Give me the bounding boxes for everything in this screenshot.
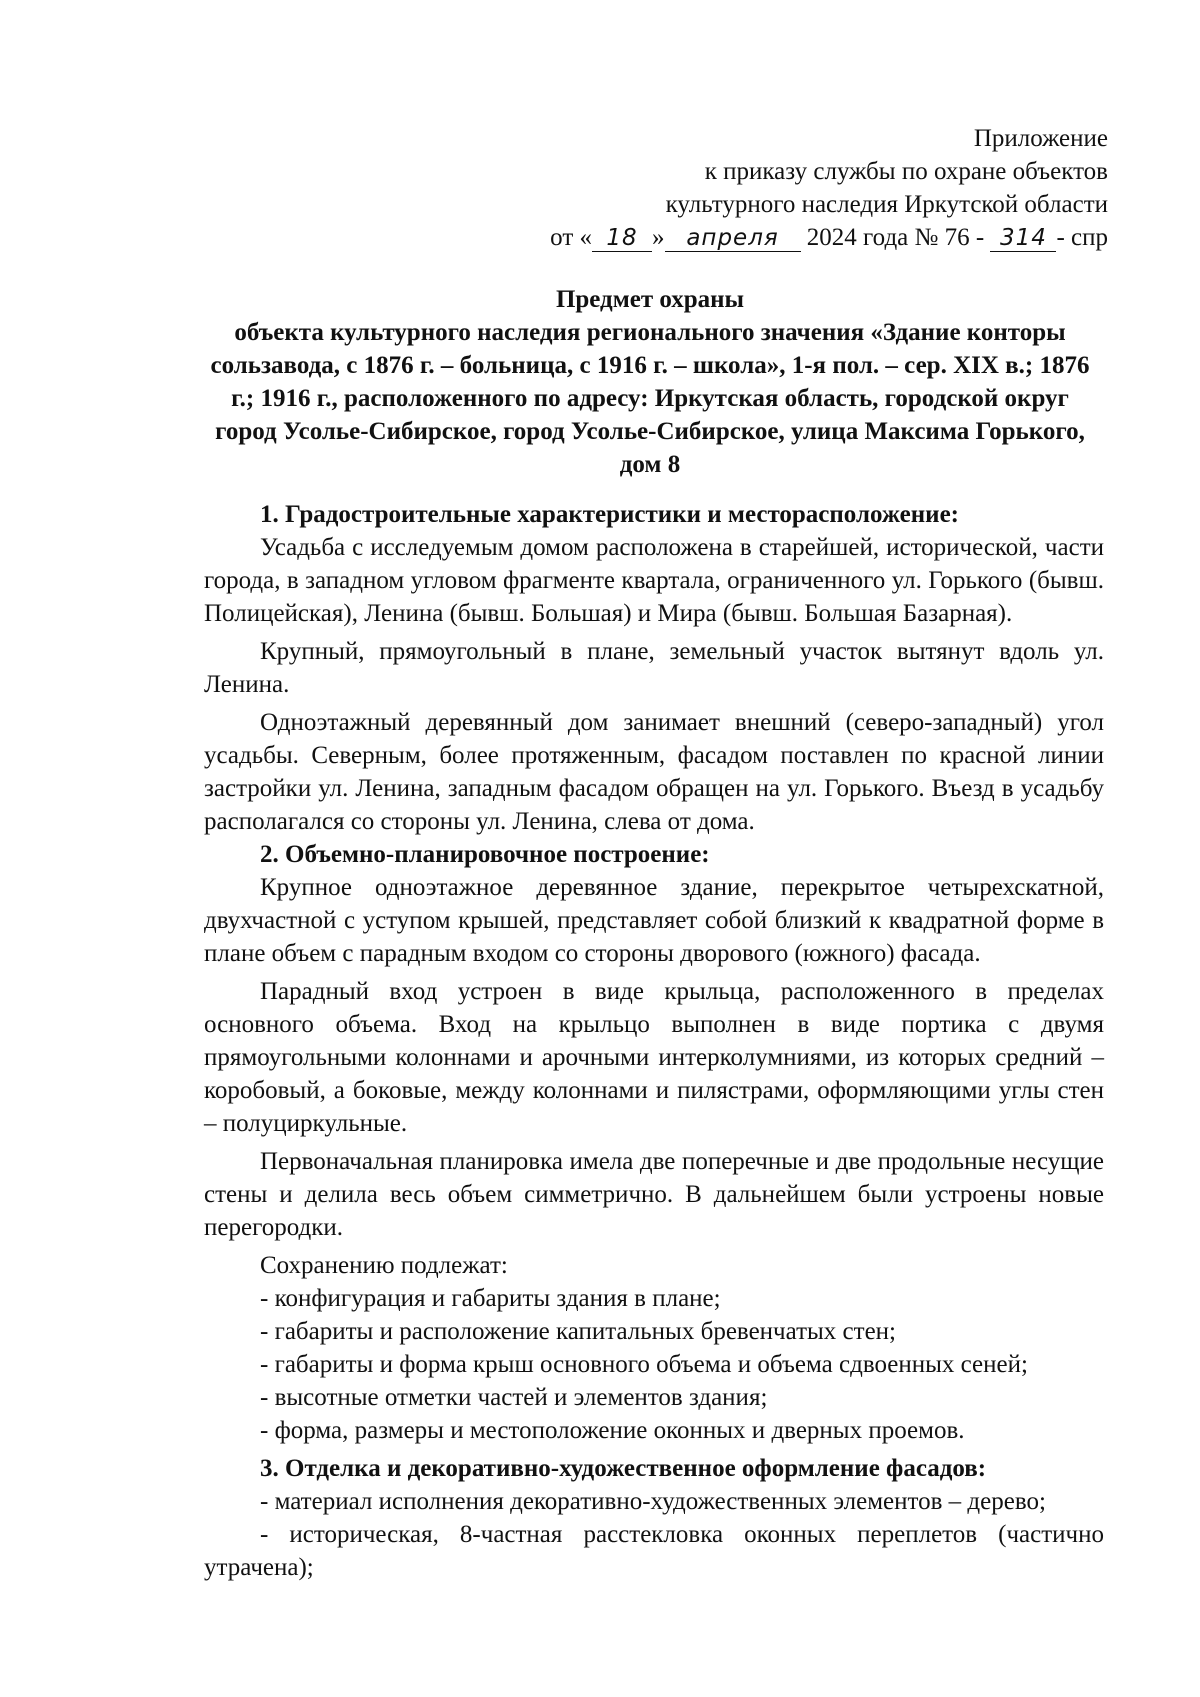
section-2-paragraph-2: Парадный вход устроен в виде крыльца, расположенного в пределах основного объема. Вход на крыльцо выполнен в виде портика с двумя прямоугольными колоннами и арочными интерколумниями, из которых средний – коробовый, а боковые, между колоннами и пилястрами, оформляющими углы стен – полуциркульные.	[204, 978, 1104, 1137]
document-body	[204, 498, 1104, 1584]
title-subtitle: объекта культурного наследия регионального значения «Здание конторы сользавода, с 1876 г. – больница, с 1916 г. – школа», 1-я пол. – сер. XIX в.; 1876 г.; 1916 г., расположенного по адресу: Иркутская область, городской округ город Усолье-Сибирское, город Усолье-Сибирское, улица Максима Горького, дом 8	[210, 319, 1090, 478]
date-prefix: от «	[550, 224, 593, 251]
list-item: - конфигурация и габариты здания в плане;	[260, 1285, 721, 1312]
handwritten-number: 314	[999, 225, 1047, 251]
section-1-heading: 1. Градостроительные характеристики и месторасположение:	[260, 501, 959, 528]
order-number-field	[990, 225, 1056, 252]
section-2-paragraph-3: Первоначальная планировка имела две поперечные и две продольные несущие стены и делила весь объем симметрично. В дальнейшем были устроены новые перегородки.	[204, 1148, 1104, 1241]
appendix-label: Приложение	[973, 125, 1108, 152]
list-item: - габариты и форма крыш основного объема и объема сдвоенных сеней;	[260, 1351, 1028, 1378]
section-3-heading: 3. Отделка и декоративно-художественное оформление фасадов:	[260, 1455, 987, 1482]
appendix-date-line	[408, 221, 1108, 254]
list-item: - габариты и расположение капитальных бревенчатых стен;	[260, 1318, 896, 1345]
order-suffix: - спр	[1056, 224, 1108, 251]
section-2-keep-label: Сохранению подлежат:	[260, 1252, 508, 1279]
section-3-item: - материал исполнения декоративно-художественных элементов – дерево;	[260, 1488, 1046, 1515]
appendix-header	[408, 122, 1108, 254]
date-day-field	[592, 225, 652, 252]
handwritten-month: апреля	[686, 225, 779, 251]
section-3-item: - историческая, 8-частная расстекловка оконных переплетов (частично утрачена);	[204, 1521, 1104, 1581]
section-1-paragraph-1: Усадьба с исследуемым домом расположена в старейшей, исторической, части города, в западном угловом фрагменте квартала, ограниченного ул. Горького (бывш. Полицейская), Ленина (бывш. Большая) и Мира (бывш. Большая Базарная).	[204, 534, 1104, 627]
section-2-heading: 2. Объемно-планировочное построение:	[260, 841, 710, 868]
section-1-paragraph-2: Крупный, прямоугольный в плане, земельный участок вытянут вдоль ул. Ленина.	[204, 638, 1104, 698]
title-heading: Предмет охраны	[555, 286, 745, 313]
section-1-paragraph-3: Одноэтажный деревянный дом занимает внешний (северо-западный) угол усадьбы. Северным, более протяженным, фасадом поставлен по красной линии застройки ул. Ленина, западным фасадом обращен на ул. Горького. Въезд в усадьбу располагался со стороны ул. Ленина, слева от дома.	[204, 709, 1104, 835]
document-title	[200, 283, 1100, 481]
list-item: - высотные отметки частей и элементов здания;	[260, 1384, 768, 1411]
appendix-authority-line: культурного наследия Иркутской области	[665, 191, 1108, 218]
section-2-paragraph-1: Крупное одноэтажное деревянное здание, перекрытое четырехскатной, двухчастной с уступом крышей, представляет собой близкий к квадратной форме в плане объем с парадным входом со стороны дворового (южного) фасада.	[204, 874, 1104, 967]
handwritten-day: 18	[606, 225, 638, 251]
appendix-order-line: к приказу службы по охране объектов	[704, 158, 1108, 185]
list-item: - форма, размеры и местоположение оконных и дверных проемов.	[260, 1417, 965, 1444]
date-year-text: 2024 года № 76 -	[806, 224, 985, 251]
date-month-field	[665, 225, 801, 252]
date-mid: »	[652, 224, 665, 251]
